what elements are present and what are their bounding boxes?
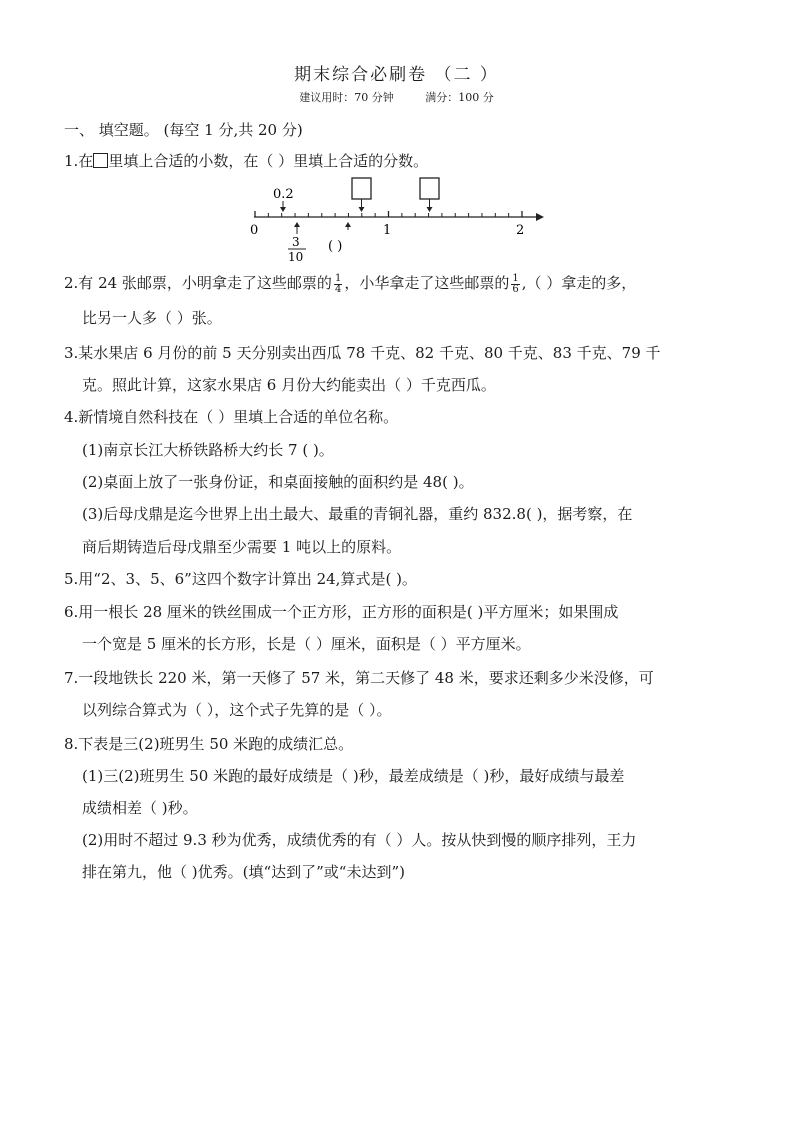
label-2: 2: [516, 223, 525, 238]
section-heading: 一、 填空题。 (每空 1 分,共 20 分): [64, 121, 303, 139]
arrow-head-3-10: [294, 222, 300, 227]
question-6: 6.用一根长 28 厘米的铁丝围成一个正方形，正方形的面积是( )平方厘米；如果围成: [64, 603, 619, 621]
question-8-part-2: (2)用时不超过 9.3 秒为优秀，成绩优秀的有（ ）人。按从快到慢的顺序排列，王力: [82, 831, 637, 849]
arrow-head-box-2: [427, 207, 433, 212]
arrow-head-0-2: [280, 207, 286, 212]
question-7: 7.一段地铁长 220 米，第一天修了 57 米，第二天修了 48 米，要求还剩多少米没修，可: [64, 669, 654, 687]
number-line-answer-box-1[interactable]: [352, 178, 371, 199]
answer-paren[interactable]: ( ): [328, 239, 343, 254]
question-7-line-2: 以列综合算式为（ ），这个式子先算的是（ ）。: [82, 701, 392, 719]
question-8: 8.下表是三(2)班男生 50 米跑的成绩汇总。: [64, 735, 354, 753]
q2-text-c: ,（ ）拿走的多，: [521, 274, 637, 292]
q1-text-a: 1.在: [64, 152, 94, 170]
frac-den: 4: [334, 283, 342, 295]
question-4-part-3: (3)后母戊鼎是迄今世界上出土最大、最重的青铜礼器，重约 832.8( )，据考察，在: [82, 505, 633, 523]
answer-box[interactable]: [93, 153, 108, 168]
number-line-figure: [240, 172, 560, 264]
number-line-answer-box-2[interactable]: [420, 178, 439, 199]
frac-num: 1: [512, 272, 519, 284]
exam-meta: [0, 89, 793, 105]
question-8-part-1-line-2: 成绩相差（ )秒。: [82, 799, 198, 817]
fraction-1-4: [334, 274, 342, 295]
question-3-line-2: 克。照此计算，这家水果店 6 月份大约能卖出（ ）千克西瓜。: [82, 376, 496, 394]
question-4-part-1: (1)南京长江大桥铁路桥大约长 7 ( )。: [82, 441, 334, 459]
arrow-head-paren: [345, 222, 351, 227]
number-line-arrowhead: [536, 213, 544, 221]
label-1: 1: [383, 223, 392, 238]
arrow-head-box-1: [359, 207, 365, 212]
page-title: 期末综合必刷卷 （二 ）: [294, 65, 499, 85]
number-line-ticks: [255, 211, 522, 217]
question-5: 5.用“2、3、5、6”这四个数字计算出 24,算式是( )。: [64, 570, 417, 588]
question-8-part-1: (1)三(2)班男生 50 米跑的最好成绩是（ )秒，最差成绩是（ )秒，最好成绩与最差: [82, 767, 625, 785]
full-score: 满分：100 分: [425, 91, 494, 104]
fraction-numerator: 3: [292, 235, 300, 249]
label-0-2: 0.2: [273, 187, 294, 202]
q2-text-a: 2.有 24 张邮票，小明拿走了这些邮票的: [64, 274, 332, 292]
question-6-line-2: 一个宽是 5 厘米的长方形，长是（ ）厘米，面积是（ ）平方厘米。: [82, 635, 531, 653]
suggested-time: 建议用时：70 分钟: [299, 91, 394, 104]
question-1: [64, 151, 428, 171]
question-4: 4.新情境自然科技在（ ）里填上合适的单位名称。: [64, 408, 399, 426]
question-4-part-3-line-2: 商后期铸造后母戊鼎至少需要 1 吨以上的原料。: [82, 538, 402, 556]
fraction-denominator: 10: [288, 250, 304, 264]
question-3: 3.某水果店 6 月份的前 5 天分别卖出西瓜 78 千克、82 千克、80 千克、83 千克、79 千: [64, 344, 661, 362]
question-2: [64, 273, 636, 295]
question-8-part-2-line-2: 排在第九，他（ )优秀。(填“达到了”或“未达到”): [82, 863, 405, 881]
question-4-part-2: (2)桌面上放了一张身份证，和桌面接触的面积约是 48( )。: [82, 473, 474, 491]
q1-text-b: 里填上合适的小数，在（ ）里填上合适的分数。: [108, 152, 429, 170]
label-0: 0: [250, 223, 259, 238]
fraction-1-6: [511, 274, 519, 295]
question-2-line-2: 比另一人多（ ）张。: [82, 309, 222, 327]
frac-den: 6: [512, 283, 519, 295]
q2-text-b: ，小华拿走了这些邮票的: [344, 274, 510, 292]
frac-num: 1: [334, 272, 342, 284]
